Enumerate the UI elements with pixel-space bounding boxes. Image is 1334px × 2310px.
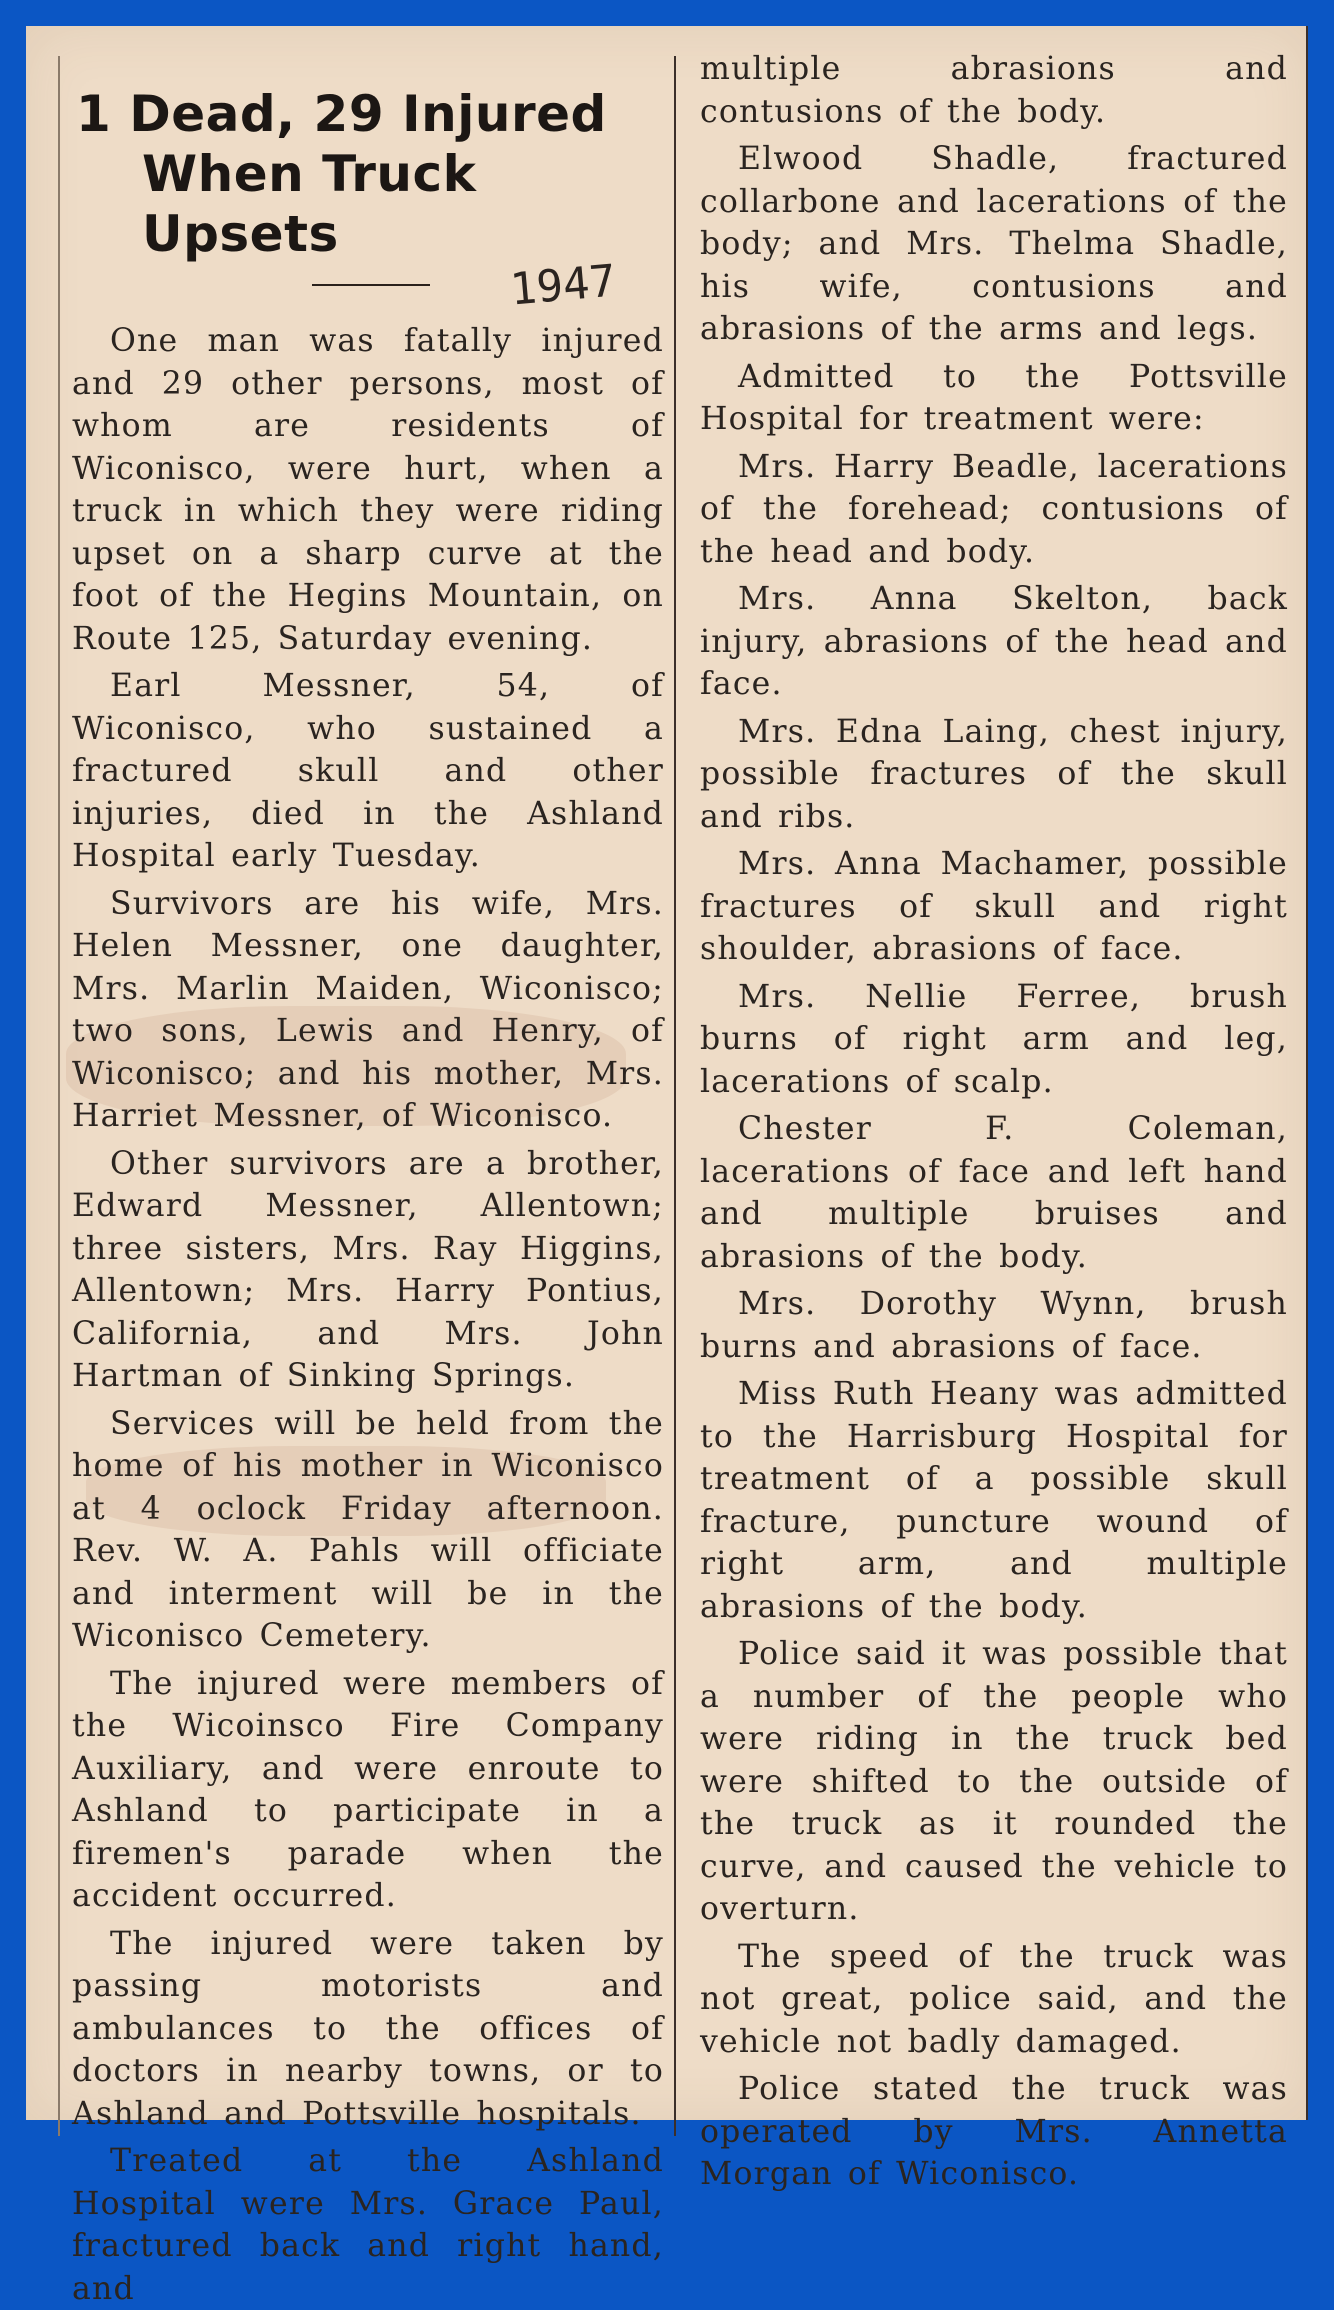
paragraph: One man was fatally injured and 29 other persons, most of whom are residents of Wiconisco, were hurt, when a truck in which they were riding upset on a sharp curve at the foot of the Hegins Mountain, on Route 125, Saturday evening.: [72, 323, 664, 657]
right-column-text: [676, 26, 1306, 2196]
newspaper-clipping: [26, 26, 1308, 2307]
paragraph: The injured were taken by passing motorists and ambulances to the offices of doctors in nearby towns, or to Ashland and Pottsville hospitals.: [72, 1925, 664, 2132]
paragraph: Elwood Shadle, fractured collarbone and lacerations of the body; and Mrs. Thelma Shadle, his wife, contusions and abrasions of the arms and legs.: [700, 141, 1288, 347]
paragraph: Mrs. Anna Skelton, back injury, abrasions of the head and face.: [700, 581, 1288, 702]
paragraph: Earl Messner, 54, of Wiconisco, who sustained a fractured skull and other injuries, died in the Ashland Hospital early Tuesday.: [72, 668, 664, 874]
paragraph: The speed of the truck was not great, police said, and the vehicle not badly damaged.: [700, 1938, 1288, 2060]
paragraph-continuation: multiple abrasions and contusions of the body.: [700, 51, 1288, 130]
left-column-text: [60, 320, 674, 2310]
paragraph: Survivors are his wife, Mrs. Helen Messner, one daughter, Mrs. Marlin Maiden, Wiconisco; two sons, Lewis and Henry, of Wiconisco; and his mother, Mrs. Harriet Messner, of Wiconisco.: [72, 885, 664, 1134]
headline-line-2: When Truck Upsets: [142, 145, 477, 263]
left-column: [58, 56, 676, 2307]
paragraph: Mrs. Edna Laing, chest injury, possible fractures of the skull and ribs.: [700, 713, 1288, 835]
paragraph: Mrs. Harry Beadle, lacerations of the forehead; contusions of the head and body.: [700, 448, 1288, 570]
headline-line-1: 1 Dead, 29 Injured: [76, 85, 607, 143]
headline: [76, 84, 674, 264]
headline-divider: [312, 284, 430, 286]
paragraph: Services will be held from the home of his mother in Wiconisco at 4 oclock Friday afternoon. Rev. W. A. Pahls will officiate and interment will be in the Wiconisco Cemetery.: [72, 1405, 664, 1654]
paragraph: The injured were members of the Wicoinsco Fire Company Auxiliary, and were enroute to Ashland to participate in a firemen's parade when the accident occurred.: [72, 1665, 664, 1914]
paragraph: Admitted to the Pottsville Hospital for treatment were:: [700, 358, 1288, 437]
paragraph: Mrs. Anna Machamer, possible fractures of skull and right shoulder, abrasions of face.: [700, 846, 1288, 967]
paragraph: Miss Ruth Heany was admitted to the Harrisburg Hospital for treatment of a possible skull fracture, puncture wound of right arm, and multiple abrasions of the body.: [700, 1376, 1288, 1625]
paragraph: Police stated the truck was operated by Mrs. Annetta Morgan of Wiconisco.: [700, 2071, 1288, 2192]
paragraph: Police said it was possible that a number of the people who were riding in the truck bed were shifted to the outside of the truck as it rounded the curve, and caused the vehicle to overturn.: [700, 1636, 1288, 1927]
paragraph: Treated at the Ashland Hospital were Mrs. Grace Paul, fractured back and right hand, and: [72, 2143, 664, 2307]
right-column: [676, 26, 1308, 2192]
paragraph: Mrs. Nellie Ferree, brush burns of right arm and leg, lacerations of scalp.: [700, 978, 1288, 1100]
paragraph: Chester F. Coleman, lacerations of face and left hand and multiple bruises and abrasions of the body.: [700, 1111, 1288, 1275]
headline-rule-row: [60, 255, 674, 320]
paragraph: Other survivors are a brother, Edward Messner, Allentown; three sisters, Mrs. Ray Higgins, Allentown; Mrs. Harry Pontius, California, and Mrs. John Hartman of Sinking Springs.: [72, 1145, 664, 1394]
handwritten-year: 1947: [507, 255, 618, 316]
paragraph: Mrs. Dorothy Wynn, brush burns and abrasions of face.: [700, 1286, 1288, 1365]
